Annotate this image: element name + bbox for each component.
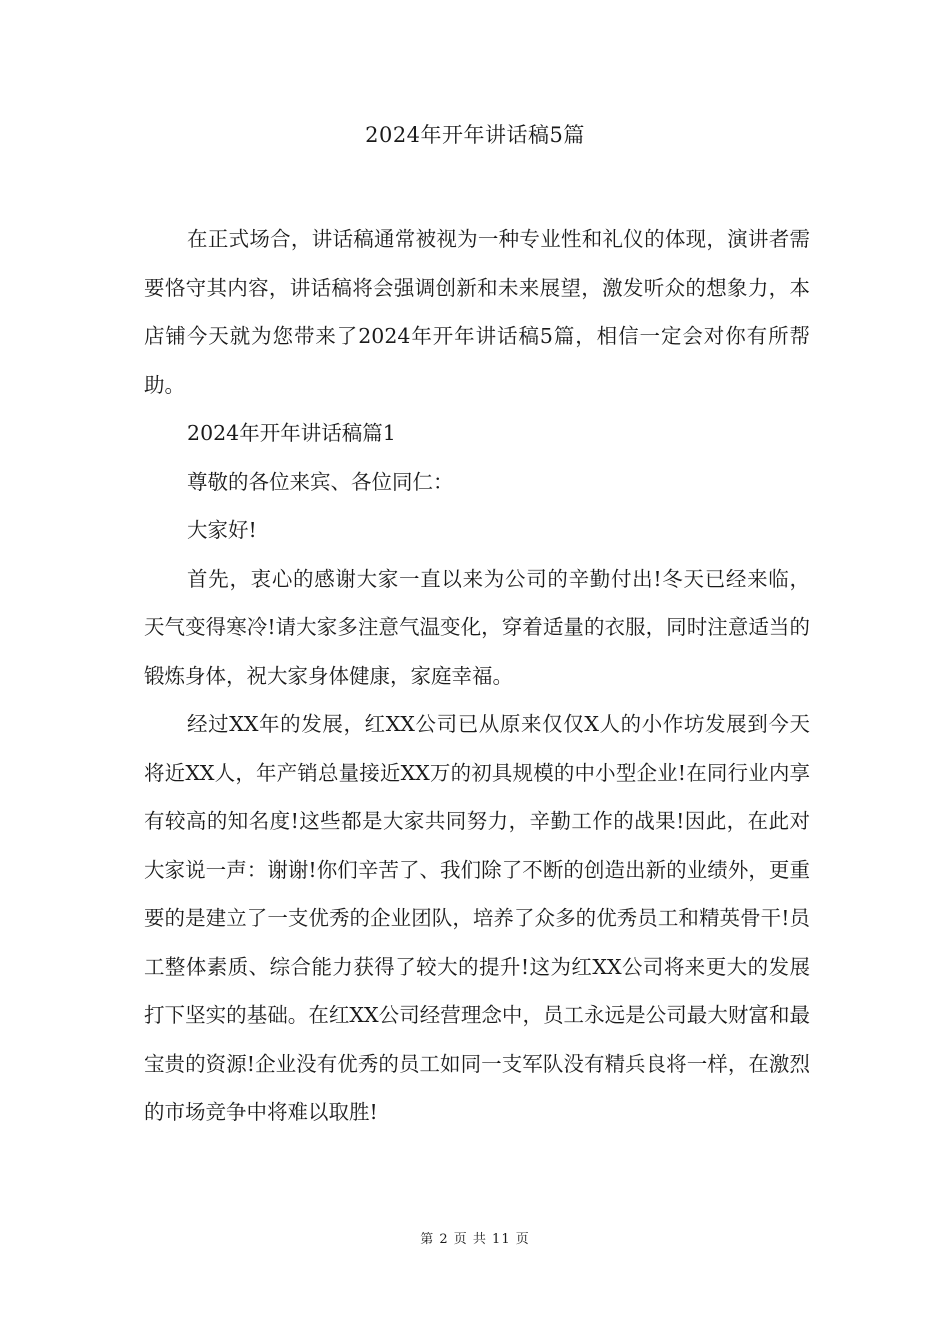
body-paragraph: 首先，衷心的感谢大家一直以来为公司的辛勤付出!冬天已经来临，天气变得寒冷!请大家多注意气温变化，穿着适量的衣服，同时注意适当的锻炼身体，祝大家身体健康，家庭幸福。 (144, 566, 810, 688)
salutation: 尊敬的各位来宾、各位同仁： (187, 469, 454, 494)
document-body (144, 215, 810, 1137)
body-paragraph: 经过XX年的发展，红XX公司已从原来仅仅X人的小作坊发展到今天将近XX人，年产销总量接近XX万的初具规模的中小型企业!在同行业内享有较高的知名度!这些都是大家共同努力，辛勤工作的战果!因此，在此对大家说一声：谢谢!你们辛苦了、我们除了不断的创造出新的业绩外，更重要的是建立了一支优秀的企业团队，培养了众多的优秀员工和精英骨干!员工整体素质、综合能力获得了较大的提升!这为红XX公司将来更大的发展打下坚实的基础。在红XX公司经营理念中，员工永远是公司最大财富和最宝贵的资源!企业没有优秀的员工如同一支军队没有精兵良将一样，在激烈的市场竞争中将难以取胜! (144, 712, 810, 1124)
page-number-footer: 第 2 页 共 11 页 (420, 1232, 530, 1247)
section-heading: 2024年开年讲话稿篇1 (187, 421, 396, 445)
document-title: 2024年开年讲话稿5篇 (365, 123, 585, 147)
intro-paragraph: 在正式场合，讲话稿通常被视为一种专业性和礼仪的体现，演讲者需要恪守其内容，讲话稿将会强调创新和未来展望，激发听众的想象力，本店铺今天就为您带来了2024年开年讲话稿5篇，相信一定会对你有所帮助。 (144, 227, 810, 397)
greeting: 大家好! (187, 518, 257, 542)
